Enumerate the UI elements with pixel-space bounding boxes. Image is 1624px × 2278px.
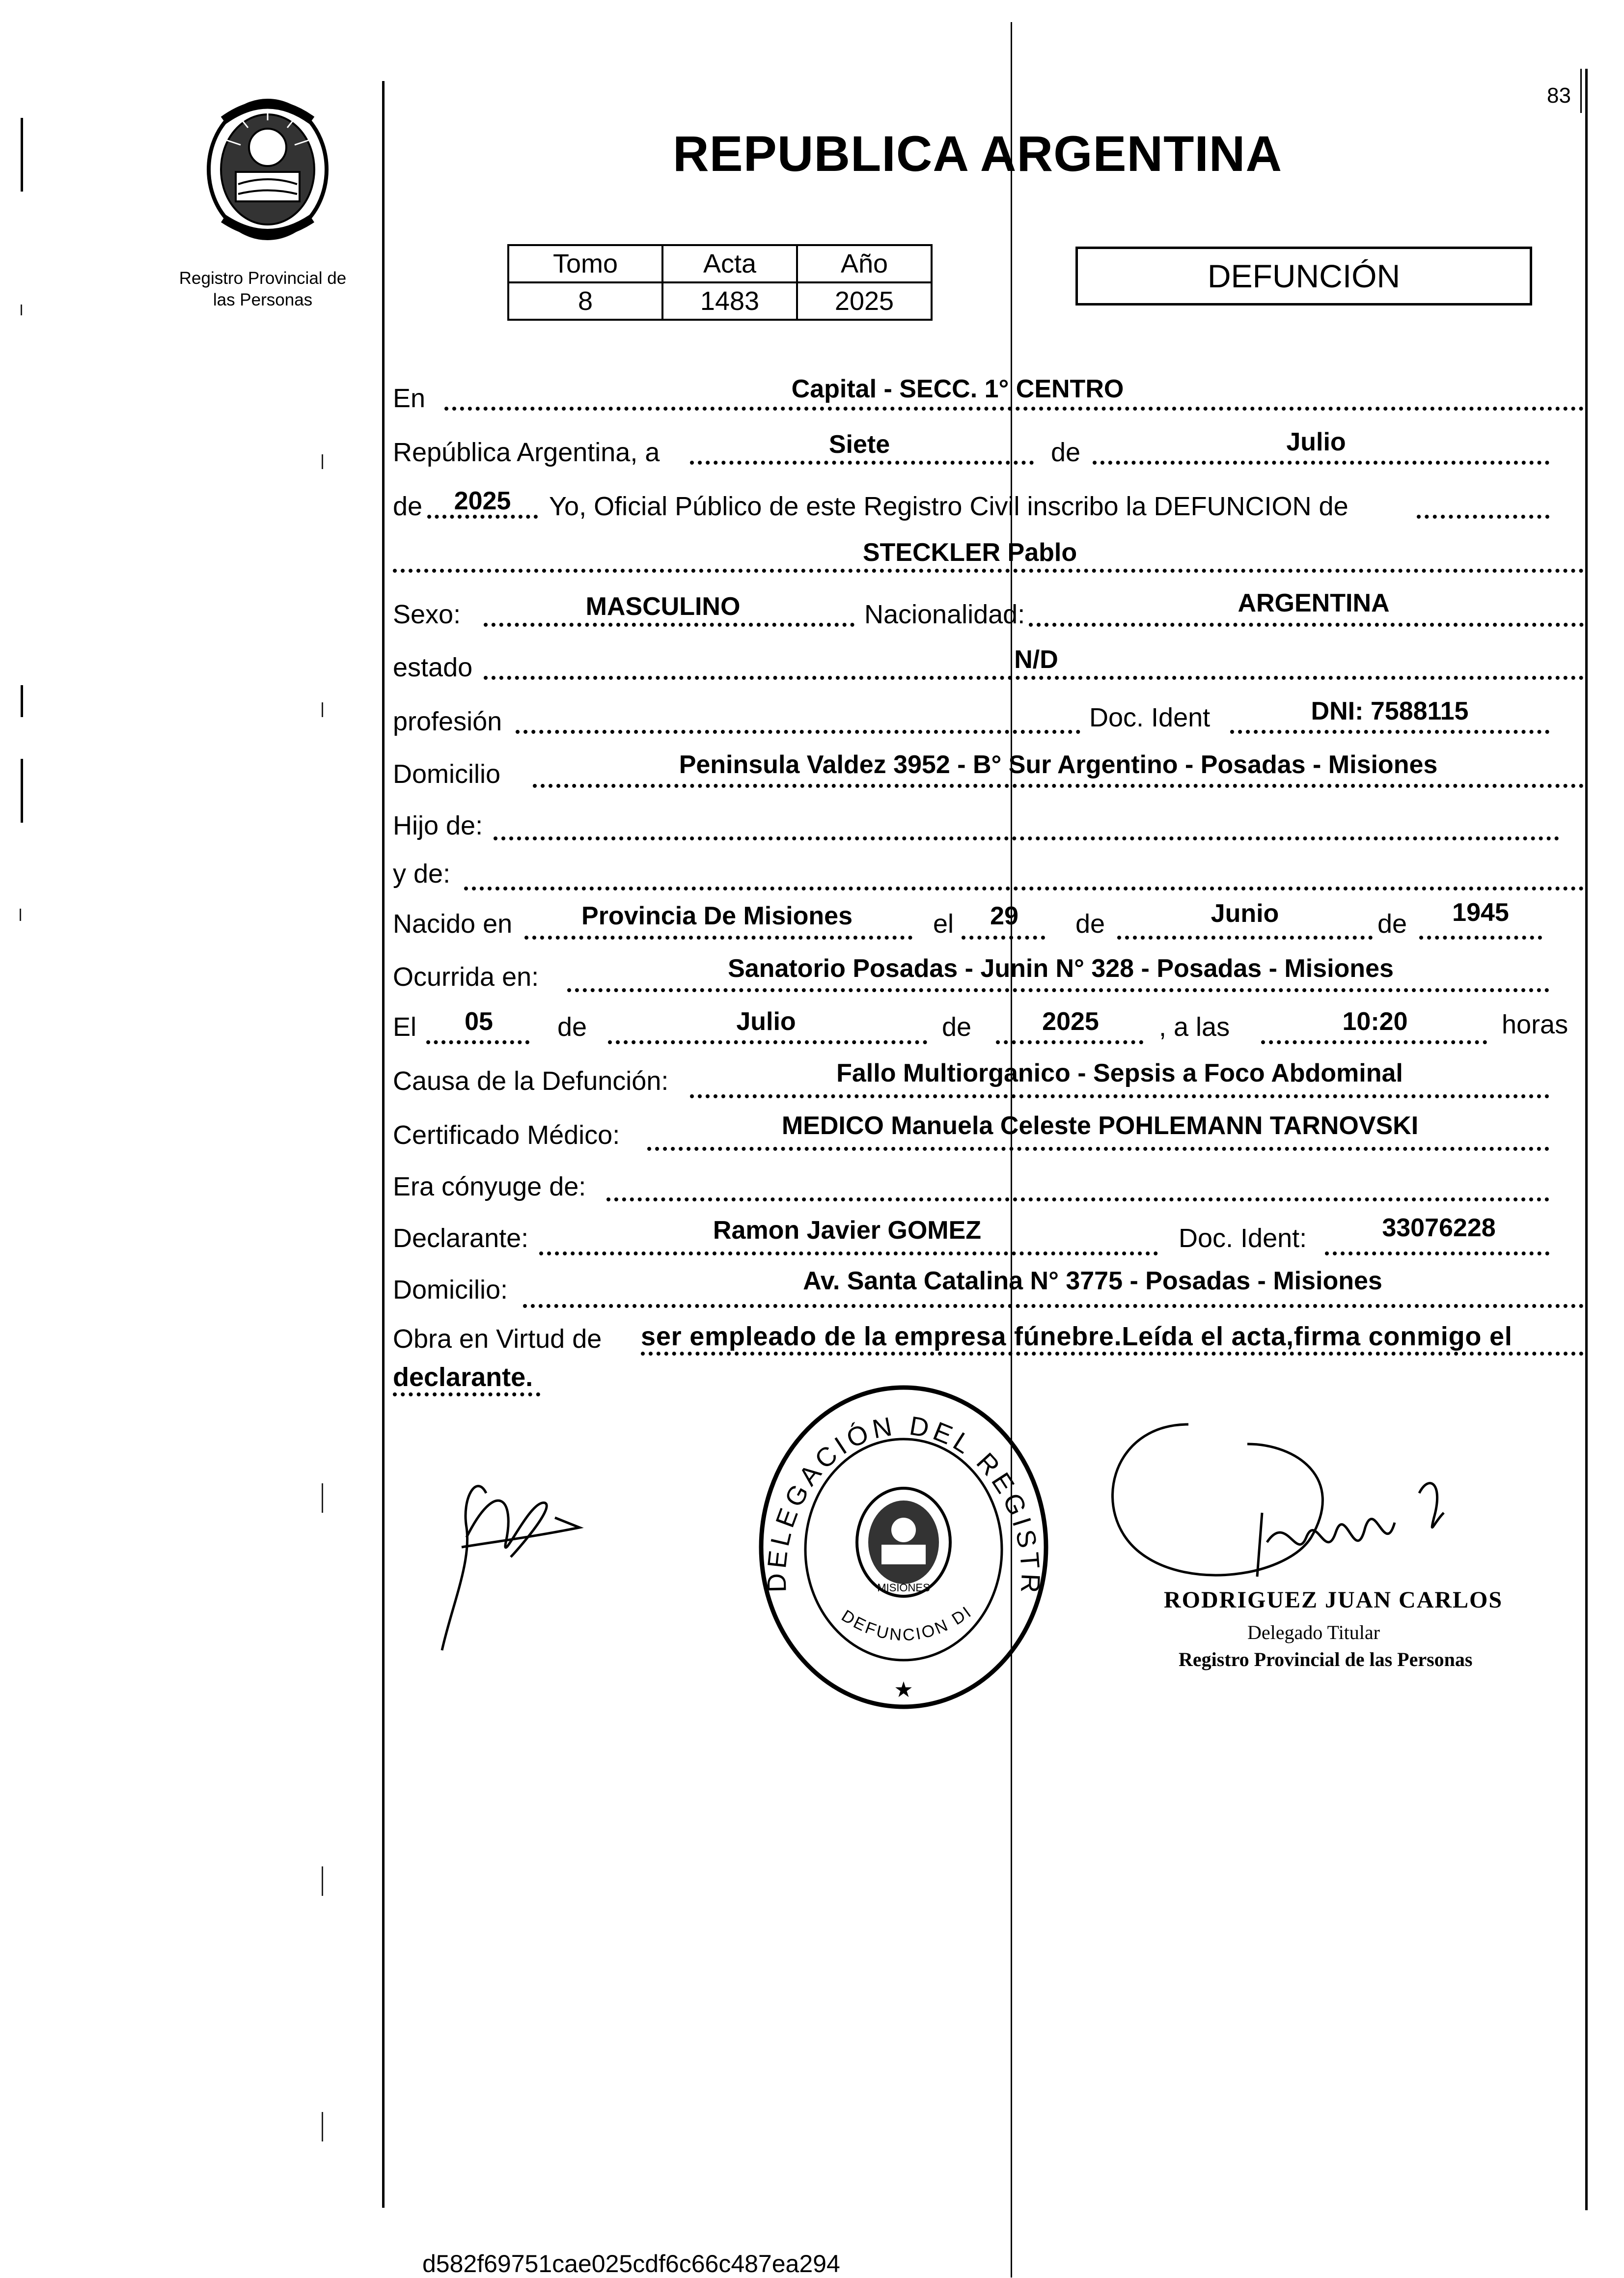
registry-caption-line1: Registro Provincial de [179, 269, 347, 288]
dotted-line [484, 676, 1584, 680]
label-el: El [393, 1012, 417, 1042]
label-conyuge: Era cónyuge de: [393, 1172, 586, 1201]
registry-caption [160, 268, 366, 311]
record-table-header: Año [797, 245, 932, 282]
tomo-value: 8 [508, 282, 662, 320]
official-role: Delegado Titular [1247, 1621, 1380, 1643]
label-nacionalidad: Nacionalidad: [864, 600, 1025, 629]
edge-tick [21, 305, 22, 315]
left-punch-mark-1 [21, 118, 23, 192]
label-de: de [942, 1012, 972, 1042]
label-estado: estado [393, 653, 473, 682]
dotted-line [1093, 461, 1549, 465]
dotted-line [533, 784, 1584, 788]
label-yo-oficial: Yo, Oficial Público de este Registro Civil inscribo la DEFUNCION de [549, 492, 1349, 521]
label-de: de [393, 492, 423, 521]
dotted-line [524, 936, 912, 940]
stamp-inner-text: DEFUNCION DI [838, 1602, 976, 1645]
label-domicilio: Domicilio: [393, 1275, 508, 1305]
value-nac-dia: 29 [990, 902, 1018, 930]
label-horas: horas [1502, 1010, 1569, 1039]
stamp-outer-text: DELEGACIÓN DEL REGISTR [762, 1411, 1046, 1598]
label-en: En [393, 384, 426, 413]
value-nacido-en: Provincia De Misiones [581, 902, 853, 930]
right-margin-line [1585, 69, 1588, 2210]
record-type-box: DEFUNCIÓN [1075, 247, 1532, 306]
edge-tick [322, 454, 323, 469]
record-table-header: Tomo [508, 245, 662, 282]
official-name: RODRIGUEZ JUAN CARLOS [1164, 1587, 1503, 1613]
value-nacionalidad: ARGENTINA [1238, 589, 1390, 617]
dotted-line [444, 407, 1584, 411]
value-anio-inscripcion: 2025 [454, 487, 511, 515]
dotted-line [516, 730, 1080, 734]
dotted-line [393, 1392, 540, 1396]
edge-tick [322, 1866, 323, 1896]
label-de: de [1377, 909, 1407, 939]
value-doc-ident: DNI: 7588115 [1311, 697, 1469, 725]
label-de: de [1051, 438, 1081, 467]
value-obra-virtud-line1: ser empleado de la empresa fúnebre.Leída el acta,firma conmigo el [641, 1322, 1513, 1351]
label-a-las: , a las [1159, 1012, 1230, 1042]
dotted-line [606, 1197, 1549, 1201]
value-declarante-domicilio: Av. Santa Catalina N° 3775 - Posadas - Misiones [803, 1267, 1382, 1295]
label-sexo: Sexo: [393, 600, 461, 629]
registry-caption-line2: las Personas [213, 290, 313, 309]
dotted-line [1325, 1251, 1549, 1255]
value-nombre: STECKLER Pablo [862, 538, 1077, 567]
label-y-de: y de: [393, 859, 451, 889]
dotted-line [494, 836, 1559, 840]
label-de: de [1075, 909, 1105, 939]
document-title: REPUBLICA ARGENTINA [673, 126, 1283, 182]
label-el: el [933, 909, 954, 939]
value-domicilio: Peninsula Valdez 3952 - B° Sur Argentino - Posadas - Misiones [679, 750, 1438, 779]
dotted-line [1417, 515, 1549, 519]
label-profesion: profesión [393, 707, 502, 736]
label-republica: República Argentina, a [393, 438, 660, 467]
label-certificado: Certificado Médico: [393, 1120, 620, 1150]
value-declarante-doc: 33076228 [1382, 1214, 1496, 1242]
edge-tick [322, 2112, 323, 2141]
dotted-line [608, 1040, 927, 1044]
document-hash: d582f69751cae025cdf6c66c487ea294 [422, 2250, 840, 2278]
acta-value: 1483 [662, 282, 797, 320]
edge-tick [20, 909, 21, 921]
value-mes-inscripcion: Julio [1286, 428, 1346, 456]
declarant-signature [432, 1469, 589, 1663]
value-def-mes: Julio [736, 1007, 796, 1036]
value-estado: N/D [1014, 645, 1058, 674]
record-table-value-row [508, 282, 932, 320]
dotted-line [567, 988, 1549, 992]
value-nac-anio: 1945 [1452, 898, 1509, 927]
dotted-line [1029, 623, 1584, 627]
dotted-line [647, 1147, 1549, 1151]
dotted-line [484, 623, 854, 627]
label-domicilio: Domicilio [393, 759, 501, 789]
dotted-line [539, 1251, 1158, 1255]
label-declarante: Declarante: [393, 1223, 529, 1253]
dotted-line [1261, 1040, 1487, 1044]
page-number: 83 [1547, 83, 1571, 108]
dotted-line [996, 1040, 1143, 1044]
dotted-line [1419, 936, 1542, 940]
dotted-line [393, 569, 1584, 573]
record-table-header-row [508, 245, 932, 282]
label-hijo-de: Hijo de: [393, 811, 483, 840]
dotted-line [690, 461, 1034, 465]
value-def-hora: 10:20 [1342, 1007, 1408, 1036]
label-de: de [557, 1012, 587, 1042]
edge-tick [322, 1483, 323, 1513]
label-causa: Causa de la Defunción: [393, 1066, 669, 1096]
value-def-dia: 05 [465, 1007, 493, 1036]
registry-stamp [751, 1380, 1056, 1717]
dotted-line [962, 936, 1045, 940]
value-sexo: MASCULINO [585, 592, 741, 621]
label-obra-en-virtud: Obra en Virtud de [393, 1324, 602, 1354]
value-causa: Fallo Multiorganico - Sepsis a Foco Abdominal [836, 1059, 1403, 1087]
star-icon: ★ [894, 1678, 913, 1702]
label-doc-ident: Doc. Ident [1089, 703, 1211, 732]
dotted-line [523, 1304, 1584, 1308]
left-punch-mark-3 [21, 759, 23, 823]
dotted-line [690, 1094, 1549, 1098]
value-certificado: MEDICO Manuela Celeste POHLEMANN TARNOVSKI [781, 1111, 1419, 1140]
provincial-emblem [194, 91, 341, 250]
record-table-header: Acta [662, 245, 797, 282]
value-obra-virtud-line2: declarante. [393, 1362, 533, 1392]
value-def-anio: 2025 [1042, 1007, 1099, 1036]
dotted-line [641, 1352, 1584, 1356]
anio-value: 2025 [797, 282, 932, 320]
official-organization: Registro Provincial de las Personas [1179, 1648, 1473, 1670]
right-edge-mark [1580, 69, 1582, 113]
left-margin-line [382, 81, 385, 2208]
value-lugar: Capital - SECC. 1° CENTRO [791, 375, 1124, 403]
label-nacido-en: Nacido en [393, 909, 513, 939]
value-nac-mes: Junio [1211, 899, 1279, 928]
dotted-line [464, 887, 1584, 890]
stamp-center-text: MISIONES [877, 1582, 930, 1594]
record-table [507, 244, 933, 321]
value-ocurrida-en: Sanatorio Posadas - Junin N° 328 - Posadas - Misiones [728, 954, 1394, 983]
left-punch-mark-2 [21, 685, 23, 717]
value-declarante: Ramon Javier GOMEZ [713, 1216, 982, 1245]
label-doc-ident: Doc. Ident: [1179, 1223, 1307, 1253]
edge-tick [322, 702, 323, 717]
dotted-line [426, 1040, 529, 1044]
dotted-line [1230, 730, 1549, 734]
label-ocurrida-en: Ocurrida en: [393, 962, 539, 992]
dotted-line [1117, 936, 1373, 940]
value-dia-letras: Siete [828, 430, 890, 459]
